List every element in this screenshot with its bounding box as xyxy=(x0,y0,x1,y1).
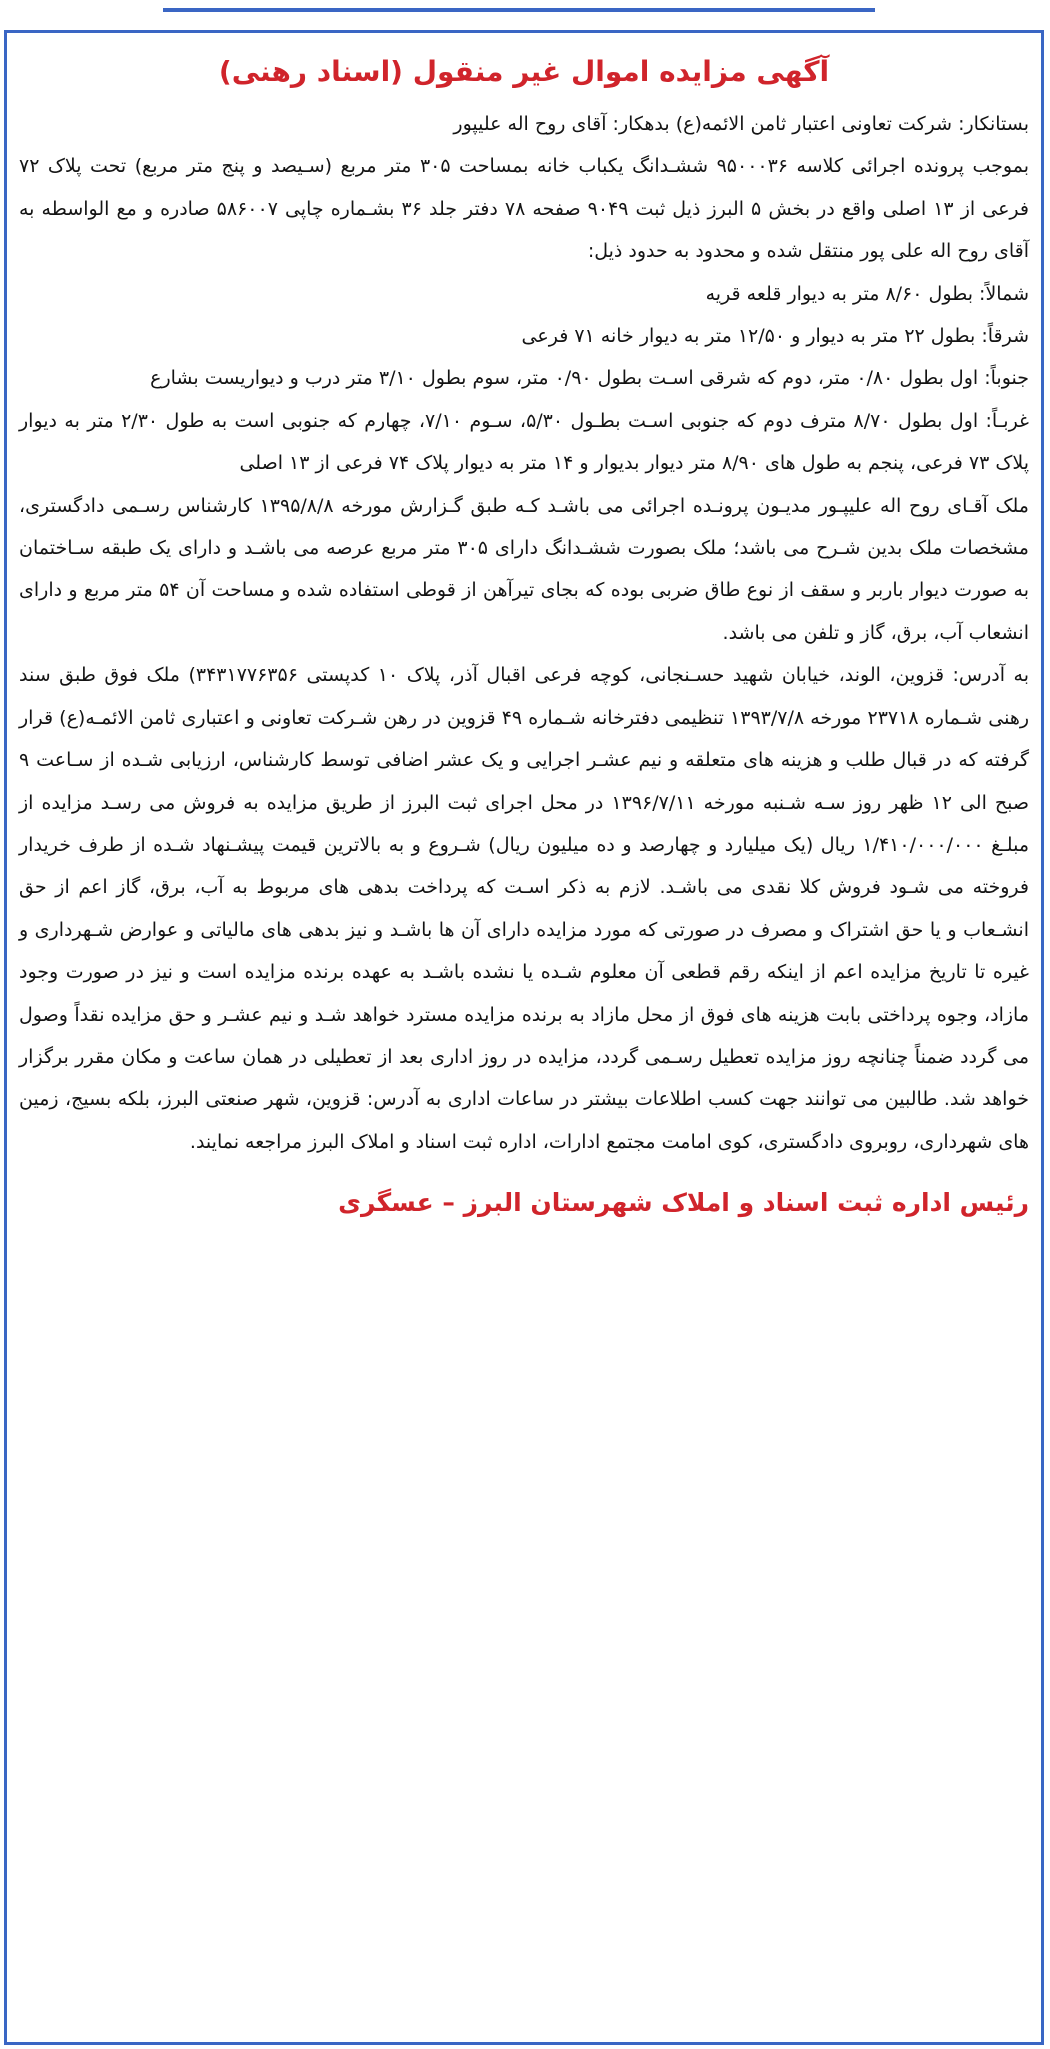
boundary-north: شمالاً: بطول ۸/۶۰ متر به دیوار قلعه قریه xyxy=(705,282,1029,305)
boundary-east: شرقاً: بطول ۲۲ متر به دیوار و ۱۲/۵۰ متر به دیوار خانه ۷۱ فرعی xyxy=(521,325,1029,348)
boundary-west: غربـاً: اول بطول ۸/۷۰ مترف دوم که جنوبی اسـت بطـول ۵/۳۰، سـوم ۷/۱۰، چهارم که جنوبی است به طول ۲/۳۰ متر به دیوار پلاک ۷۳ فرعی، پنجم به طول های ۸/۹۰ متر دیوار بدیوار و ۱۴ متر به دیوار پلاک ۷۴ فرعی از ۱۳ اصلی xyxy=(19,409,1029,475)
notice-body xyxy=(19,103,1029,1163)
notice-frame xyxy=(4,30,1044,2045)
expert-report: ملک آقـای روح اله علیپـور مدیـون پرونـده اجرائی می باشـد کـه طبق گـزارش مورخه ۱۳۹۵/۸/۸ کارشناس رسـمی دادگستری، مشخصات ملک بدین شـرح می باشد؛ ملک بصورت ششـدانگ دارای ۳۰۵ متر مربع عرصه می باشـد و دارای یک طبقه سـاختمان به صورت دیوار باربر و سقف از نوع طاق ضربی بوده که بجای تیرآهن از قوطی استفاده شده و مساحت آن ۵۴ متر مربع و دارای انشعاب آب، برق، گاز و تلفن می باشد. xyxy=(19,494,1029,644)
creditor-debtor-line: بستانکار: شرکت تعاونی اعتبار ثامن الائمه(ع) بدهکار: آقای روح اله علیپور xyxy=(453,113,1029,135)
address-and-auction-terms: به آدرس: قزوین، الوند، خیابان شهید حسـنجانی، کوچه فرعی اقبال آذر، پلاک ۱۰ کدپستی ۳۴۳۱۷۷۶۳۵۶) ملک فوق طبق سند رهنی شـماره ۲۳۷۱۸ مورخه ۱۳۹۳/۷/۸ تنظیمی دفترخانه شـماره ۴۹ قزوین در رهن شـرکت تعاونی و اعتباری ثامن الائمـه(ع) قرار گرفته که در قبال طلب و هزینه های متعلقه و نیم عشـر اجرایی و یک عشر اضافی توسط کارشناس، ارزیابی شـده از سـاعت ۹ صبح الی ۱۲ ظهر روز سـه شـنبه مورخه ۱۳۹۶/۷/۱۱ در محل اجرای ثبت البرز از طریق مزایده به فروش می رسـد مزایده از مبلـغ ۱/۴۱۰/۰۰۰/۰۰۰ ریال (یک میلیارد و چهارصد و ده میلیون ریال) شـروع و به بالاترین قیمت پیشـنهاد شـده از طرف خریدار فروخته می شـود فروش کلا نقدی می باشـد. لازم به ذکر اسـت که پرداخت بدهی های مربوط به آب، برق، گاز اعم از حق انشـعاب و یا حق اشتراک و مصرف در صورتی که مورد مزایده دارای آن ها باشـد و نیز بدهی های مالیاتی و عوارض شـهرداری و غیره تا تاریخ مزایده اعم از اینکه رقم قطعی آن معلوم شـده یا نشده باشـد به عهده برنده مزایده است و نیز در صورت وجود مازاد، وجوه پرداختی بابت هزینه های فوق از محل مازاد به برنده مزایده مسترد خواهد شـد و نیم عشـر و حق مزایده نقداً وصول می گردد ضمناً چنانچه روز مزایده تعطیل رسـمی گردد، مزایده در روز اداری بعد از تعطیلی در همان ساعت و مکان مقرر برگزار خواهد شد. طالبین می توانند جهت کسب اطلاعات بیشتر در ساعات اداری به آدرس: قزوین، شهر صنعتی البرز، بلکه بسیج، زمین های شهرداری، روبروی دادگستری، کوی امامت مجتمع ادارات، اداره ثبت اسناد و املاک البرز مراجعه نمایند. xyxy=(19,664,1030,1153)
top-divider-line xyxy=(163,8,875,12)
property-description: بموجب پرونده اجرائی کلاسه ۹۵۰۰۰۳۶ ششـدانگ یکباب خانه بمساحت ۳۰۵ متر مربع (سـیصد و پنج متر مربع) تحت پلاک ۷۲ فرعی از ۱۳ اصلی واقع در بخش ۵ البرز ذیل ثبت ۹۰۴۹ صفحه ۷۸ دفتر جلد ۳۶ بشـماره چاپی ۵۸۶۰۰۷ صادره و مع الواسطه به آقای روح اله علی پور منتقل شده و محدود به حدود ذیل: xyxy=(19,155,1029,263)
notice-title: آگهی مزایده اموال غیر منقول (اسناد رهنی) xyxy=(218,55,830,88)
signature-line: رئیس اداره ثبت اسناد و املاک شهرستان البرز – عسگری xyxy=(338,1188,1029,1218)
boundary-south: جنوباً: اول بطول ۰/۸۰ متر، دوم که شرقی اسـت بطول ۰/۹۰ متر، سوم بطول ۳/۱۰ متر درب و دیواریست بشارع xyxy=(150,367,1029,390)
